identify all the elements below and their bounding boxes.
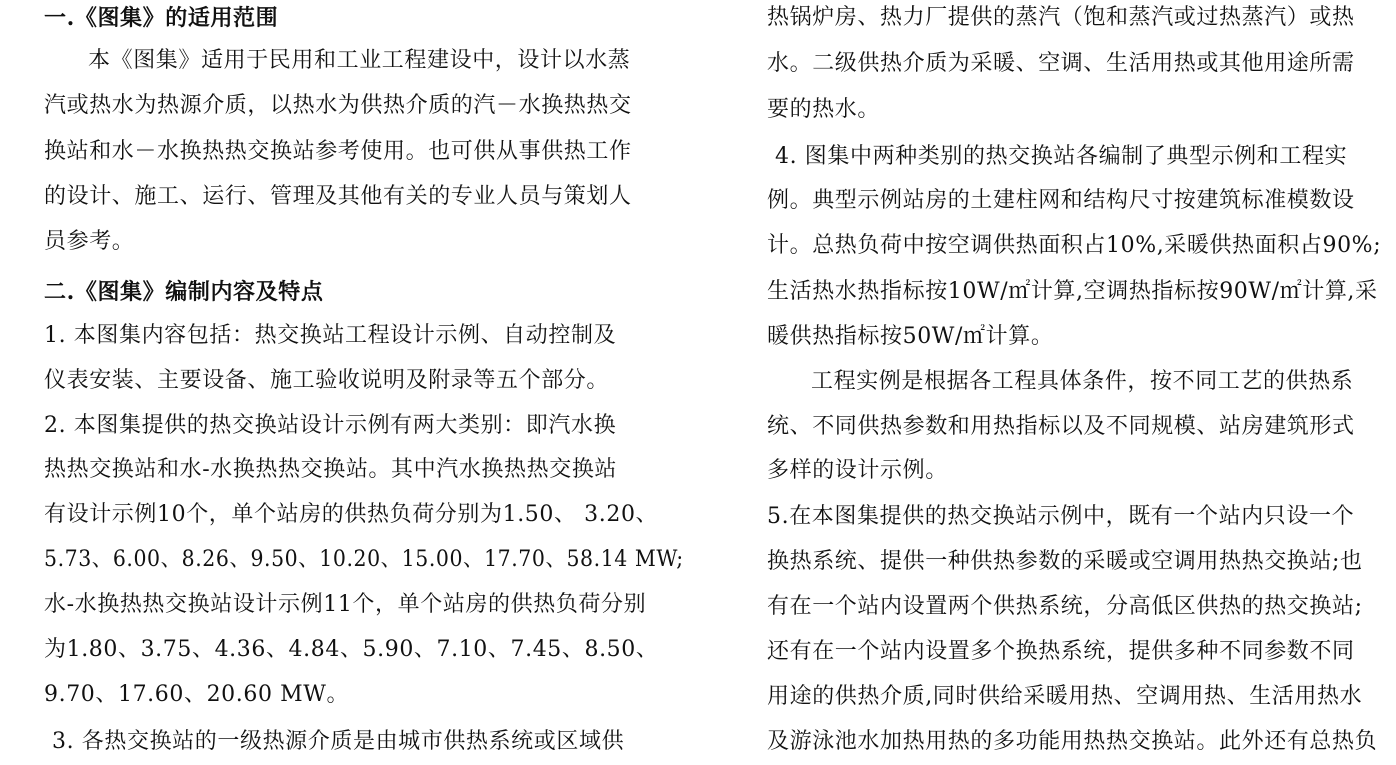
- paragraph-line: 本《图集》适用于民用和工业工程建设中，设计以水蒸: [88, 48, 631, 73]
- paragraph-line: 5.73、6.00、8.26、9.50、10.20、15.00、17.70、58.14 MW;: [44, 547, 684, 572]
- paragraph-line: 水-水换热热交换站设计示例11个，单个站房的供热负荷分别: [44, 592, 647, 617]
- paragraph-line: 多样的设计示例。: [767, 458, 948, 483]
- paragraph-line: 用途的供热介质,同时供给采暖用热、空调用热、生活用热水: [767, 684, 1363, 709]
- paragraph-line: 及游泳池水加热用热的多功能用热热交换站。此外还有总热负: [767, 729, 1378, 754]
- paragraph-line: 4. 图集中两种类别的热交换站各编制了典型示例和工程实: [775, 144, 1348, 169]
- paragraph-line: 为1.80、3.75、4.36、4.84、5.90、7.10、7.45、8.50、: [44, 637, 659, 662]
- paragraph-line: 汽或热水为热源介质，以热水为供热介质的汽－水换热热交: [44, 93, 632, 118]
- paragraph-line: 例。典型示例站房的土建柱网和结构尺寸按建筑标准模数设: [767, 188, 1355, 213]
- paragraph-line: 换热系统、提供一种供热参数的采暖或空调用热热交换站;也: [767, 549, 1363, 574]
- paragraph-line: 换站和水－水换热热交换站参考使用。也可供从事供热工作: [44, 139, 632, 164]
- paragraph-line: 还有在一个站内设置多个换热系统，提供多种不同参数不同: [767, 639, 1355, 664]
- paragraph-line: 1. 本图集内容包括：热交换站工程设计示例、自动控制及: [44, 323, 617, 348]
- paragraph-line: 员参考。: [44, 229, 135, 254]
- paragraph-line: 暖供热指标按50W/㎡计算。: [767, 324, 1054, 349]
- paragraph-line: 热锅炉房、热力厂提供的蒸汽（饱和蒸汽或过热蒸汽）或热: [767, 5, 1355, 30]
- paragraph-line: 有在一个站内设置两个供热系统，分高低区供热的热交换站;: [767, 594, 1363, 619]
- section-heading-contents: 二.《图集》编制内容及特点: [44, 279, 324, 305]
- section-heading-scope: 一.《图集》的适用范围: [44, 5, 279, 31]
- paragraph-line: 2. 本图集提供的热交换站设计示例有两大类别：即汽水换: [44, 413, 617, 438]
- paragraph-line: 9.70、17.60、20.60 MW。: [44, 682, 350, 707]
- paragraph-line: 要的热水。: [767, 97, 881, 122]
- paragraph-line: 水。二级供热介质为采暖、空调、生活用热或其他用途所需: [767, 51, 1355, 76]
- paragraph-line: 统、不同供热参数和用热指标以及不同规模、站房建筑形式: [767, 414, 1355, 439]
- paragraph-line: 热热交换站和水-水换热热交换站。其中汽水换热热交换站: [44, 457, 618, 482]
- paragraph-line: 计。总热负荷中按空调供热面积占10%,采暖供热面积占90%;: [767, 233, 1382, 258]
- left-column: [44, 0, 684, 765]
- paragraph-line: 5.在本图集提供的热交换站示例中，既有一个站内只设一个: [767, 504, 1355, 529]
- paragraph-line: 3. 各热交换站的一级热源介质是由城市供热系统或区域供: [52, 729, 625, 754]
- right-column: [767, 0, 1392, 765]
- paragraph-line: 有设计示例10个，单个站房的供热负荷分别为1.50、 3.20、: [44, 502, 659, 527]
- paragraph-line: 的设计、施工、运行、管理及其他有关的专业人员与策划人: [44, 184, 632, 209]
- paragraph-line: 工程实例是根据各工程具体条件，按不同工艺的供热系: [811, 369, 1354, 394]
- paragraph-line: 仪表安装、主要设备、施工验收说明及附录等五个部分。: [44, 368, 610, 393]
- paragraph-line: 生活热水热指标按10W/㎡计算,空调热指标按90W/㎡计算,采: [767, 279, 1378, 304]
